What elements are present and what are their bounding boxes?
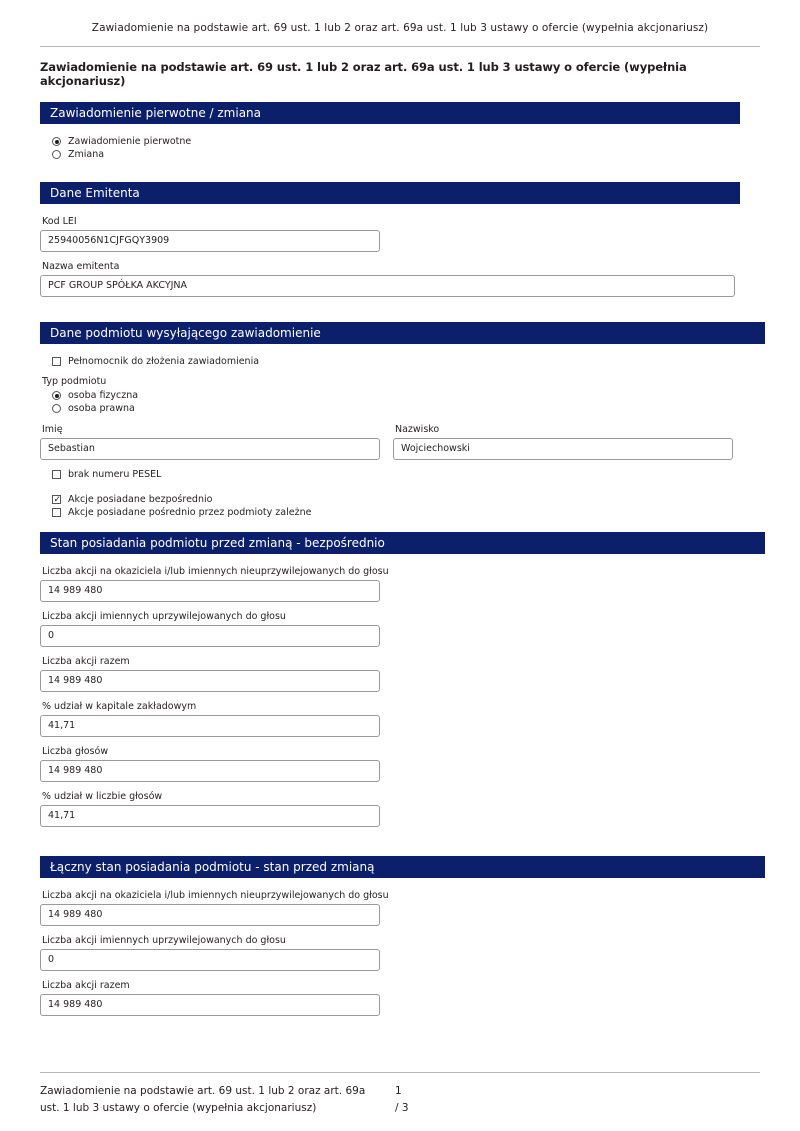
checkbox-label: Akcje posiadane pośrednio przez podmioty zależne — [68, 507, 312, 518]
field-votes-count[interactable]: 14 989 480 — [40, 760, 380, 782]
last-name-group — [393, 424, 738, 469]
field-total-preferred-shares[interactable]: 0 — [40, 949, 380, 971]
radio-label: osoba fizyczna — [68, 390, 139, 401]
radio-icon[interactable] — [52, 391, 61, 400]
field-capital-percent[interactable]: 41,71 — [40, 715, 380, 737]
field-total-shares-sum[interactable]: 14 989 480 — [40, 994, 380, 1016]
checkbox-icon[interactable] — [52, 495, 61, 504]
field-bearer-shares[interactable]: 14 989 480 — [40, 580, 380, 602]
field-last-name[interactable]: Wojciechowski — [393, 438, 733, 460]
field-lei[interactable]: 25940056N1CJFGQY3909 — [40, 230, 380, 252]
section-header-before-total: Łączny stan posiadania podmiotu - stan przed zmianą — [40, 856, 765, 878]
footer-page-number: 1 — [395, 1085, 402, 1097]
header-divider — [40, 46, 760, 47]
section-header-sender: Dane podmiotu wysyłającego zawiadomienie — [40, 322, 765, 344]
label-votes-percent: % udział w liczbie głosów — [42, 791, 163, 802]
radio-label: Zmiana — [68, 149, 105, 160]
field-preferred-shares[interactable]: 0 — [40, 625, 380, 647]
field-issuer-name[interactable]: PCF GROUP SPÓŁKA AKCYJNA — [40, 275, 735, 297]
label-first-name: Imię — [42, 424, 63, 435]
footer-row-2 — [40, 1100, 760, 1117]
label-bearer-shares: Liczba akcji na okaziciela i/lub imiennych nieuprzywilejowanych do głosu — [42, 566, 389, 577]
section-header-before-direct: Stan posiadania podmiotu przed zmianą - bezpośrednio — [40, 532, 765, 554]
radio-option-notification-primary[interactable] — [40, 136, 760, 147]
field-first-name[interactable]: Sebastian — [40, 438, 380, 460]
checkbox-icon[interactable] — [52, 470, 61, 479]
radio-option-natural-person[interactable] — [40, 390, 760, 401]
checkbox-icon[interactable] — [52, 508, 61, 517]
label-preferred-shares: Liczba akcji imiennych uprzywilejowanych do głosu — [42, 611, 286, 622]
label-total-shares: Liczba akcji razem — [42, 656, 130, 667]
radio-label: osoba prawna — [68, 403, 135, 414]
checkbox-label: Pełnomocnik do złożenia zawiadomienia — [68, 356, 260, 367]
checkbox-icon[interactable] — [52, 357, 61, 366]
label-total-bearer-shares: Liczba akcji na okaziciela i/lub imiennych nieuprzywilejowanych do głosu — [42, 890, 389, 901]
first-name-group — [40, 424, 385, 469]
running-header: Zawiadomienie na podstawie art. 69 ust. 1 lub 2 oraz art. 69a ust. 1 lub 3 ustawy o ofercie (wypełnia akcjonariusz) — [91, 22, 709, 34]
label-entity-type: Typ podmiotu — [42, 376, 107, 387]
checkbox-label: brak numeru PESEL — [68, 469, 162, 480]
radio-icon[interactable] — [52, 137, 61, 146]
checkbox-row-no-pesel[interactable] — [40, 469, 760, 480]
footer-row-1 — [40, 1083, 760, 1100]
field-total-shares[interactable]: 14 989 480 — [40, 670, 380, 692]
label-last-name: Nazwisko — [395, 424, 440, 435]
radio-icon[interactable] — [52, 150, 61, 159]
field-total-bearer-shares[interactable]: 14 989 480 — [40, 904, 380, 926]
radio-icon[interactable] — [52, 404, 61, 413]
name-fields-row — [40, 424, 760, 469]
footer-text-line1: Zawiadomienie na podstawie art. 69 ust. 1 lub 2 oraz art. 69a — [40, 1085, 366, 1097]
label-votes-count: Liczba głosów — [42, 746, 109, 757]
footer-divider — [40, 1072, 760, 1073]
field-votes-percent[interactable]: 41,71 — [40, 805, 380, 827]
footer-page-total: / 3 — [395, 1102, 409, 1114]
page-title: Zawiadomienie na podstawie art. 69 ust. 1 lub 2 oraz art. 69a ust. 1 lub 3 ustawy o ofercie (wypełnia akcjonariusz) — [40, 60, 687, 88]
page-footer — [40, 1064, 760, 1117]
checkbox-label: Akcje posiadane bezpośrednio — [68, 494, 213, 505]
label-total-preferred-shares: Liczba akcji imiennych uprzywilejowanych do głosu — [42, 935, 286, 946]
radio-option-notification-change[interactable] — [40, 149, 760, 160]
label-lei: Kod LEI — [42, 216, 77, 227]
radio-option-legal-person[interactable] — [40, 403, 760, 414]
label-capital-percent: % udział w kapitale zakładowym — [42, 701, 197, 712]
checkbox-row-shares-indirect[interactable] — [40, 507, 760, 518]
section-header-notification-type: Zawiadomienie pierwotne / zmiana — [40, 102, 740, 124]
radio-label: Zawiadomienie pierwotne — [68, 136, 192, 147]
label-issuer-name: Nazwa emitenta — [42, 261, 120, 272]
checkbox-row-proxy[interactable] — [40, 356, 760, 367]
footer-text-line2: ust. 1 lub 3 ustawy o ofercie (wypełnia akcjonariusz) — [40, 1102, 317, 1114]
section-header-issuer: Dane Emitenta — [40, 182, 740, 204]
checkbox-row-shares-direct[interactable] — [40, 494, 760, 505]
label-total-shares-sum: Liczba akcji razem — [42, 980, 130, 991]
